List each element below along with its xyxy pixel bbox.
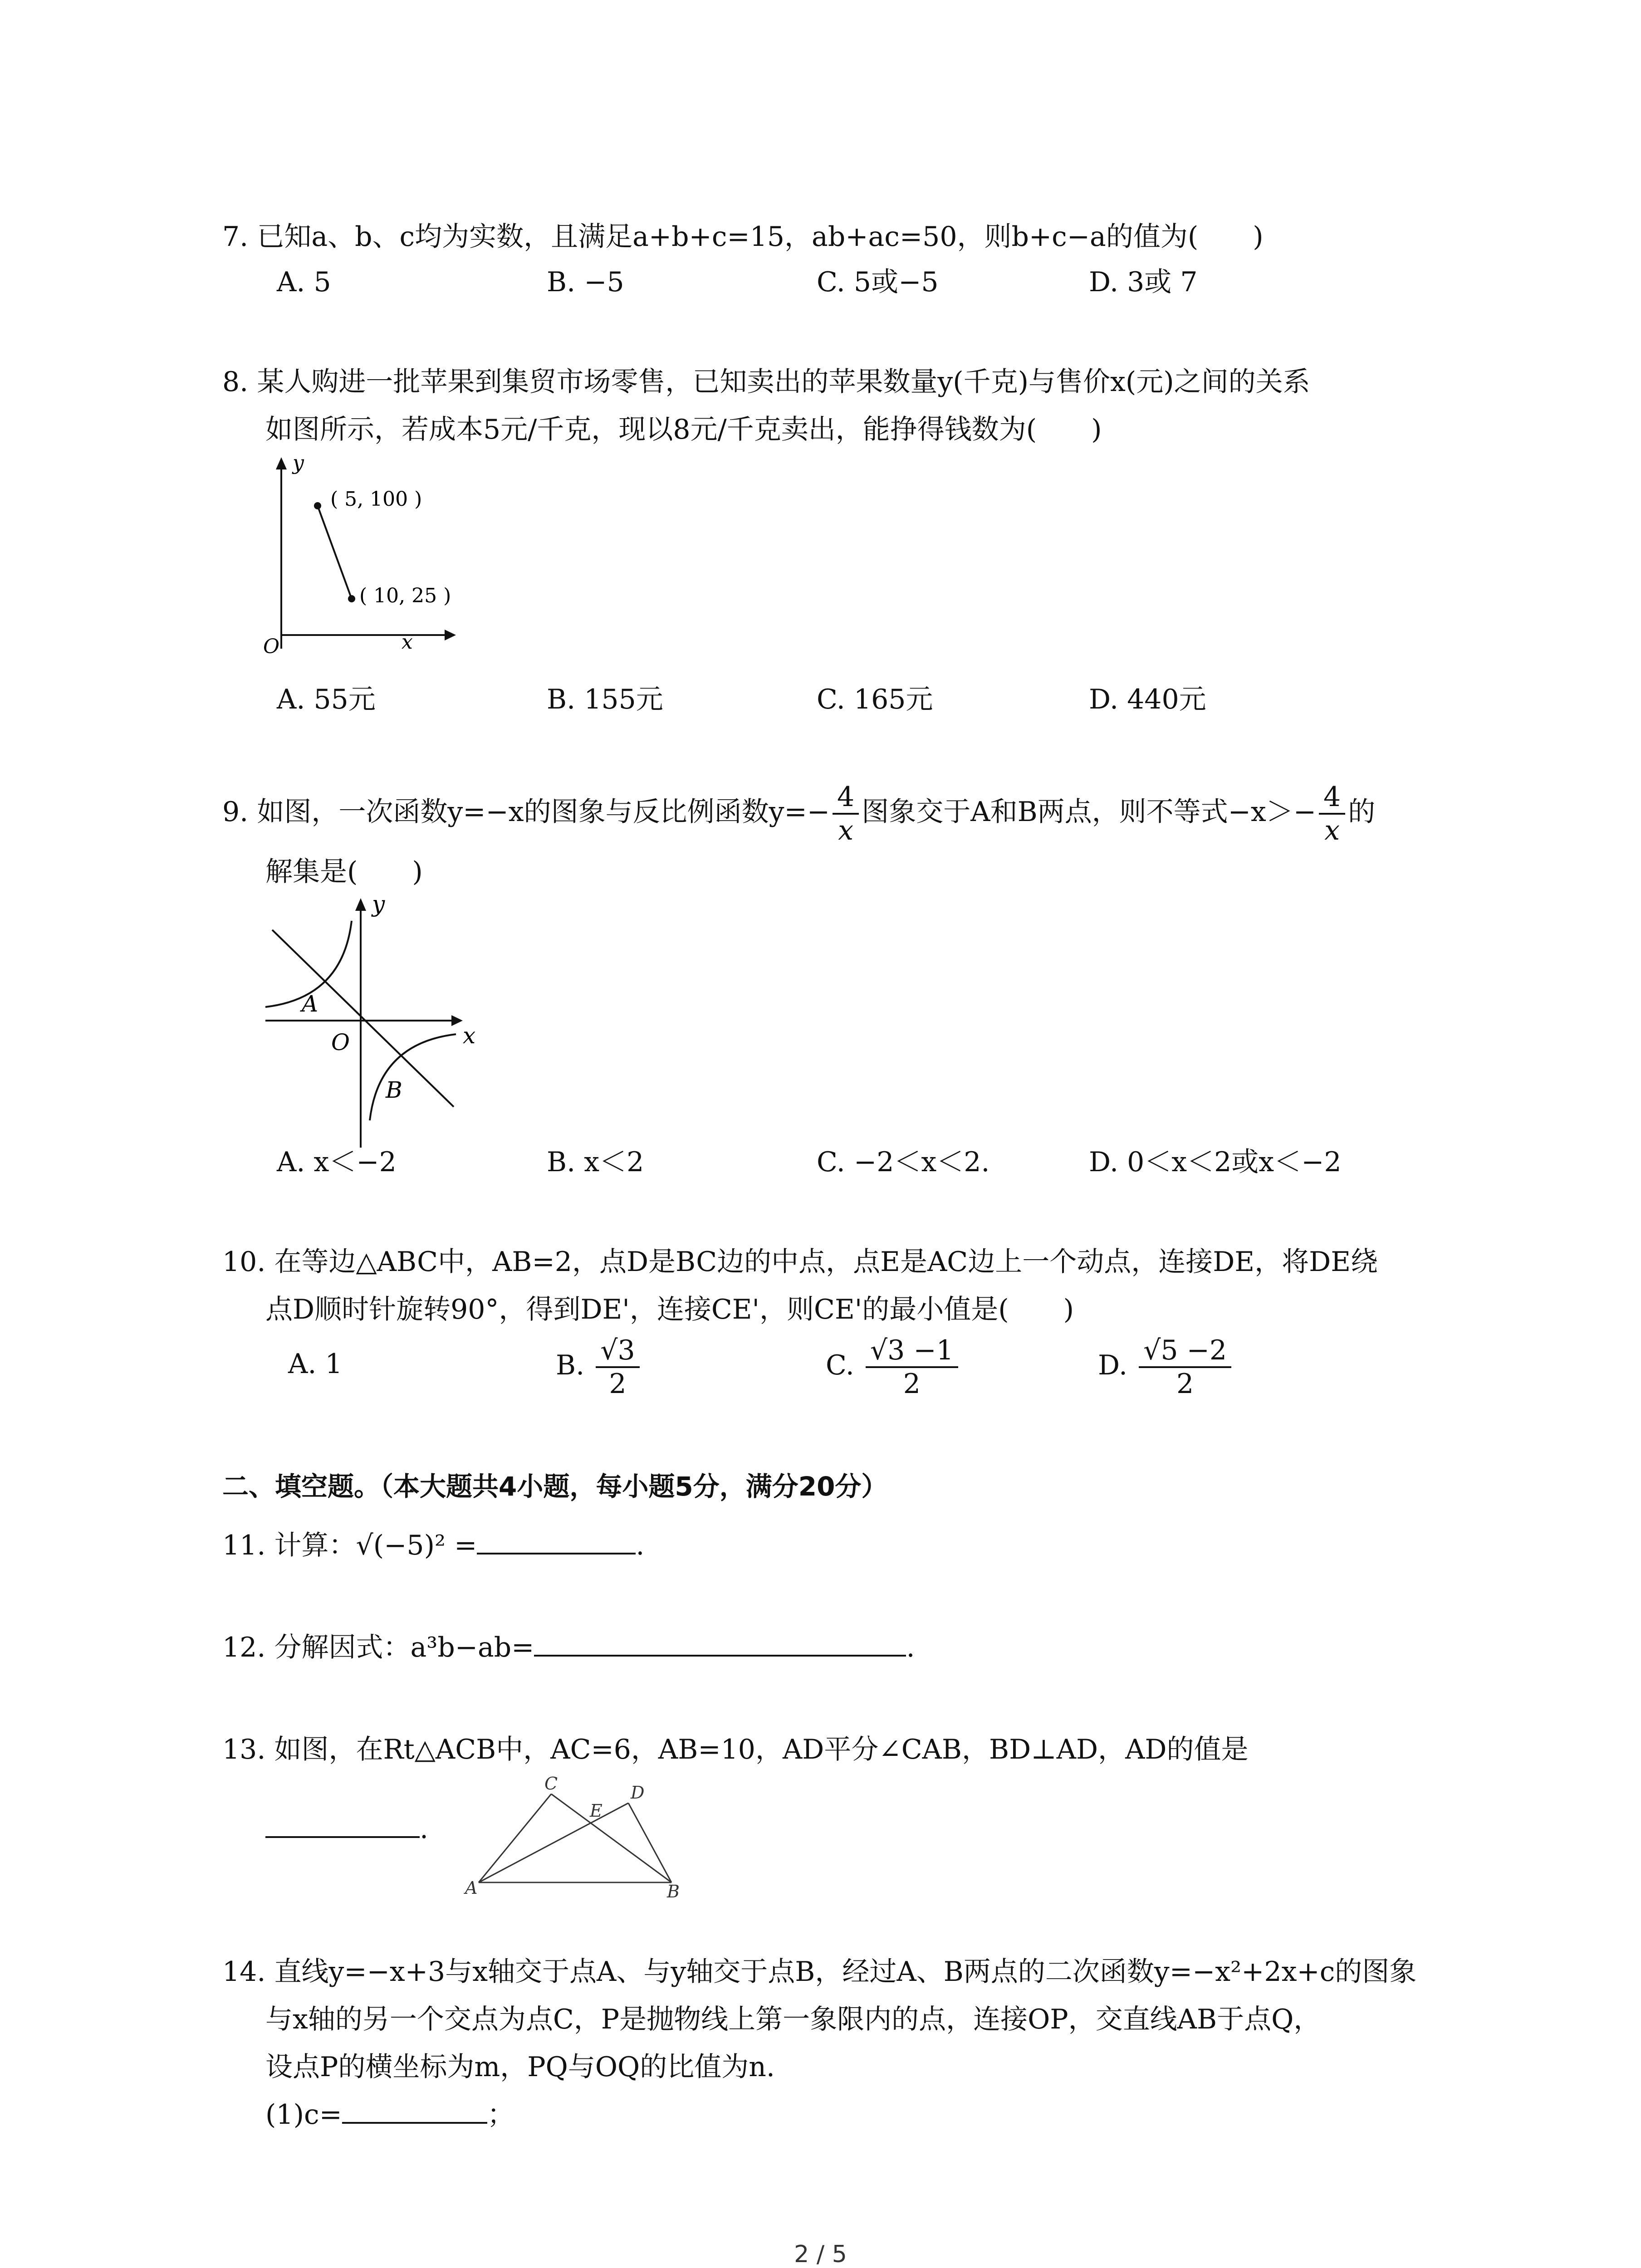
q11-answer-blank[interactable] — [477, 1553, 636, 1554]
q10-option-c-fraction — [866, 1334, 958, 1400]
q14-part1 — [265, 2096, 514, 2134]
q13-label-d: D — [631, 1783, 645, 1803]
q10-option-d-prefix: D. — [1098, 1349, 1128, 1381]
q9-x-label: x — [463, 1022, 476, 1049]
q10-option-c — [826, 1331, 961, 1400]
q8-origin-label: O — [263, 635, 280, 658]
q7-option-a: A. 5 — [277, 266, 331, 298]
q9-stem-line1 — [222, 778, 1375, 846]
q9-frac2-den: x — [1324, 815, 1340, 847]
q10-option-d-num: √5 −2 — [1139, 1334, 1231, 1368]
q10-option-b-fraction — [596, 1334, 639, 1400]
q8-option-d: D. 440元 — [1089, 684, 1206, 715]
q9-origin-label: O — [331, 1029, 350, 1056]
point-5-100 — [314, 502, 321, 509]
q9-stem-part2: 图象交于A和B两点，则不等式−x＞− — [862, 796, 1317, 828]
q10-option-d — [1098, 1331, 1234, 1400]
q10-option-a: A. 1 — [288, 1348, 343, 1380]
q9-stem-line2: 解集是( ) — [265, 856, 423, 888]
q10-option-b-prefix: B. — [556, 1349, 585, 1381]
q14-line2: 与x轴的另一个交点为点C，P是抛物线上第一象限内的点，连接OP，交直线AB于点Q， — [265, 2004, 1321, 2035]
q14-part1-prefix: (1)c= — [265, 2099, 342, 2131]
q9-point-b-label: B — [386, 1077, 402, 1103]
q10-stem-line1: 10. 在等边△ABC中，AB=2，点D是BC边的中点，点E是AC边上一个动点，连接DE，将DE绕 — [222, 1246, 1378, 1278]
q10-option-c-den: 2 — [903, 1368, 921, 1400]
q9-fraction-2 — [1319, 781, 1345, 846]
q9-frac1-num: 4 — [833, 781, 859, 815]
point-10-25 — [348, 595, 355, 602]
q13-label-a: A — [465, 1878, 478, 1898]
q10-option-c-num: √3 −1 — [866, 1334, 958, 1368]
q14-part1-answer-blank[interactable] — [342, 2122, 487, 2124]
q13-label-e: E — [590, 1801, 603, 1821]
q9-y-label: y — [372, 891, 385, 917]
q8-option-a: A. 55元 — [277, 684, 376, 715]
q12-line — [222, 1628, 915, 1667]
q9-option-a: A. x＜−2 — [277, 1146, 397, 1178]
q14-line3: 设点P的横坐标为m，PQ与OQ的比值为n. — [265, 2051, 775, 2083]
q8-option-c: C. 165元 — [817, 684, 933, 715]
q9-option-c: C. −2＜x＜2. — [817, 1146, 990, 1178]
q9-fraction-1 — [833, 781, 859, 846]
q10-stem-line2: 点D顺时针旋转90°，得到DE'，连接CE'，则CE'的最小值是( ) — [265, 1294, 1074, 1325]
q10-option-b — [556, 1331, 642, 1400]
q11-suffix: . — [636, 1530, 645, 1561]
q13-answer-blank[interactable] — [265, 1836, 420, 1838]
q9-stem-part3: 的 — [1348, 796, 1376, 828]
q12-prefix: 12. 分解因式：a³b−ab= — [222, 1632, 534, 1663]
q9-stem-part1: 9. 如图，一次函数y=−x的图象与反比例函数y=− — [222, 796, 830, 828]
q10-option-b-den: 2 — [609, 1368, 627, 1400]
q9-graph — [263, 889, 499, 1152]
q10-option-c-prefix: C. — [826, 1349, 854, 1381]
section-2-heading: 二、填空题。（本大题共4小题，每小题5分，满分20分） — [222, 1471, 888, 1502]
q7-option-d: D. 3或 7 — [1089, 266, 1198, 298]
q13-figure — [458, 1771, 694, 1898]
q8-graph — [254, 449, 490, 667]
q10-option-b-num: √3 — [596, 1334, 639, 1368]
q13-answer-line — [265, 1810, 428, 1848]
q11-expression: √(−5)² = — [356, 1530, 477, 1561]
q13-label-c: C — [544, 1774, 558, 1794]
q14-part1-suffix: ； — [487, 2099, 514, 2131]
q8-point1-label: ( 5, 100 ) — [330, 488, 422, 511]
q7-option-c: C. 5或−5 — [817, 266, 939, 298]
q7-stem: 7. 已知a、b、c均为实数，且满足a+b+c=15，ab+ac=50，则b+c−a的值为( ) — [222, 221, 1264, 253]
q7-option-b: B. −5 — [547, 266, 624, 298]
q14-line1: 14. 直线y=−x+3与x轴交于点A、与y轴交于点B，经过A、B两点的二次函数y=−x²+2x+c的图象 — [222, 1956, 1417, 1988]
q13-label-b: B — [667, 1882, 680, 1898]
q13-suffix: . — [420, 1813, 429, 1845]
q9-option-b: B. x＜2 — [547, 1146, 644, 1178]
q11-prefix: 11. 计算： — [222, 1530, 356, 1561]
q12-suffix: . — [906, 1632, 915, 1663]
page-indicator: 2 / 5 — [794, 2241, 847, 2268]
q9-point-a-label: A — [302, 991, 318, 1017]
q12-answer-blank[interactable] — [534, 1655, 906, 1657]
q8-point2-label: ( 10, 25 ) — [359, 584, 451, 607]
q11-line — [222, 1526, 644, 1564]
q8-stem-line1: 8. 某人购进一批苹果到集贸市场零售，已知卖出的苹果数量y(千克)与售价x(元)之间的关系 — [222, 366, 1310, 398]
q13-stem: 13. 如图，在Rt△ACB中，AC=6，AB=10，AD平分∠CAB，BD⊥AD，AD的值是 — [222, 1734, 1249, 1765]
q9-frac1-den: x — [838, 815, 854, 847]
q9-frac2-num: 4 — [1319, 781, 1345, 815]
q8-x-label: x — [402, 631, 413, 654]
q10-option-d-den: 2 — [1176, 1368, 1194, 1400]
q9-option-d: D. 0＜x＜2或x＜−2 — [1089, 1146, 1342, 1178]
q8-y-label: y — [293, 451, 304, 474]
q8-stem-line2: 如图所示，若成本5元/千克，现以8元/千克卖出，能挣得钱数为( ) — [265, 414, 1102, 445]
q8-option-b: B. 155元 — [547, 684, 663, 715]
q10-option-d-fraction — [1139, 1334, 1231, 1400]
